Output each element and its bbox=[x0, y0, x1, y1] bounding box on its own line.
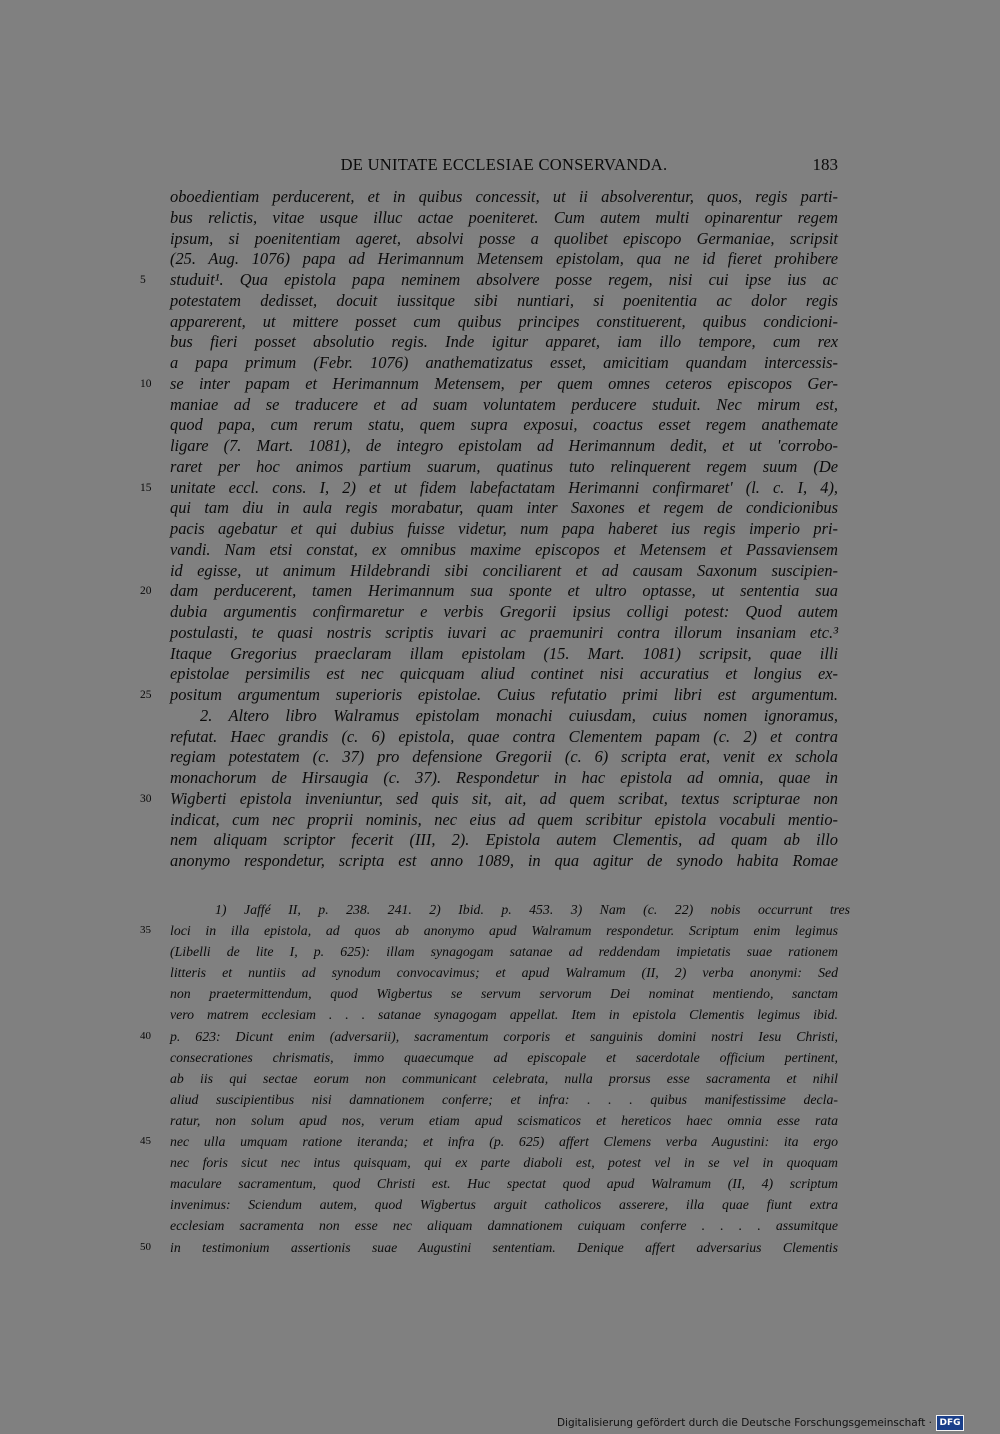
line-text: maniae ad se traducere et ad suam voluntatem perducere studuit. Nec mirum est, bbox=[170, 394, 838, 414]
footnote-line bbox=[170, 899, 851, 920]
text-line bbox=[170, 353, 838, 374]
footnote-line bbox=[170, 1004, 838, 1025]
line-text: p. 623: Dicunt enim (adversarii), sacramentum corporis et sanguinis domini nostri Iesu Christi, bbox=[170, 1028, 838, 1044]
text-line bbox=[170, 851, 838, 872]
footnote-line bbox=[170, 1215, 838, 1236]
text-line bbox=[170, 561, 838, 582]
text-line bbox=[170, 395, 838, 416]
line-text: consecrationes chrismatis, immo quaecumque ad episcopale et sacerdotale officium pertinent, bbox=[170, 1049, 838, 1065]
line-text: aliud suscipientibus nisi damnationem conferre; et infra: . . . quibus manifestissime decla- bbox=[170, 1091, 838, 1107]
footnote-line bbox=[170, 1089, 838, 1110]
page-number: 183 bbox=[812, 155, 838, 174]
line-text: oboedientiam perducerent, et in quibus concessit, ut ii absolverentur, quos, regis parti- bbox=[170, 187, 838, 206]
line-text: a papa primum (Febr. 1076) anathematizatus esset, amicitiam quandam intercessis- bbox=[170, 353, 838, 372]
text-line bbox=[140, 270, 838, 291]
line-text: apparerent, ut mittere posset cum quibus principes constituerent, quibus condicioni- bbox=[170, 311, 838, 331]
line-number: 25 bbox=[140, 689, 152, 701]
line-text: raret per hoc animos partium suarum, quatinus tuto relinquerent regem suum (De bbox=[170, 456, 838, 476]
line-text: ligare (7. Mart. 1081), de integro epistolam ad Herimannum dedit, et ut 'corrobo- bbox=[170, 436, 838, 455]
line-number: 20 bbox=[140, 585, 152, 598]
text-line bbox=[170, 498, 838, 519]
line-text: postulasti, te quasi nostris scriptis iuvari ac praemuniri contra illorum insaniam etc.³ bbox=[170, 622, 838, 642]
line-text: epistolae persimilis est nec quicquam aliud continet nisi accuratius et longius ex- bbox=[170, 664, 838, 684]
line-text: invenimus: Sciendum autem, quod Wigbertus arguit catholicos asserere, illa quae fiunt extra bbox=[170, 1197, 838, 1213]
line-text: loci in illa epistola, ad quos ab anonymo apud Walramum respondetur. Scriptum enim legimus bbox=[170, 923, 838, 939]
text-line bbox=[170, 519, 838, 540]
line-text: (25. Aug. 1076) papa ad Herimannum Metensem epistolam, qua ne id fieret prohibere bbox=[170, 249, 838, 269]
footnote-line bbox=[170, 1152, 838, 1173]
line-number: 35 bbox=[140, 924, 151, 937]
line-text: Itaque Gregorius praeclaram illam epistolam (15. Mart. 1081) scripsit, quae illi bbox=[170, 643, 838, 663]
text-line bbox=[140, 477, 838, 499]
line-number: 30 bbox=[140, 792, 152, 805]
line-text: monachorum de Hirsaugia (c. 37). Respondetur in hac epistola ad omnia, quae in bbox=[170, 768, 838, 787]
footnote-line bbox=[170, 1194, 838, 1215]
line-text: 1) Jaffé II, p. 238. 241. 2) Ibid. p. 453. 3) Nam (c. 22) nobis occurrunt tres bbox=[215, 902, 851, 917]
line-text: studuit¹. Qua epistola papa neminem absolvere posse regem, nisi cui ipse ius ac bbox=[170, 270, 838, 289]
line-text: id egisse, ut animum Hildebrandi sibi conciliarent et ad causam Saxonum suscipien- bbox=[170, 560, 838, 580]
line-text: nec ulla umquam ratione iteranda; et infra (p. 625) affert Clemens verba Augustini: ita ergo bbox=[170, 1134, 838, 1150]
text-line bbox=[170, 706, 838, 727]
text-line bbox=[170, 727, 838, 748]
line-text: Wigberti epistola inveniuntur, sed quis sit, ait, ad quem scribat, textus scripturae non bbox=[170, 788, 838, 808]
text-line bbox=[170, 249, 838, 270]
line-number: 10 bbox=[140, 377, 152, 390]
text-line bbox=[170, 540, 838, 561]
text-line bbox=[170, 187, 838, 208]
line-text: positum argumentum superioris epistolae. Cuius refutatio primi libri est argumentum. bbox=[170, 685, 838, 704]
text-line bbox=[170, 415, 838, 436]
body-text bbox=[140, 187, 838, 872]
funding-credit-bar bbox=[557, 1414, 964, 1432]
line-text: se inter papam et Herimannum Metensem, per quem omnes ceteros episcopos Ger- bbox=[170, 373, 838, 393]
text-line bbox=[170, 768, 838, 789]
footnote-line bbox=[170, 962, 838, 983]
line-text: qui tam diu in aula regis morabatur, quam inter Saxones et regem de condicionibus bbox=[170, 498, 838, 518]
line-text: pacis agebatur et qui dubius fuisse videtur, num papa haberet ius regis imperio pri- bbox=[170, 519, 838, 538]
line-text: maculare sacramentum, quod Christi est. Huc spectat quod apud Walramum (II, 4) scriptum bbox=[170, 1176, 838, 1192]
footnote-line bbox=[170, 941, 838, 962]
line-number: 50 bbox=[140, 1240, 151, 1253]
footnote-line bbox=[170, 1068, 838, 1089]
line-text: bus fieri posset absolutio regis. Inde igitur apparet, iam illo tempore, cum rex bbox=[170, 332, 838, 352]
line-text: ecclesiam sacramenta non esse nec aliquam damnationem cuiquam conferre . . . . assumitque bbox=[170, 1218, 838, 1234]
line-text: ratur, non solum apud nos, verum etiam apud scismaticos et hereticos haec omnia esse rata bbox=[170, 1112, 838, 1128]
line-text: nec foris sicut nec intus quisquam, qui ex parte diaboli est, potest vel in se vel in quoquam bbox=[170, 1155, 838, 1171]
text-line bbox=[170, 208, 838, 229]
text-line bbox=[170, 830, 838, 851]
text-line bbox=[170, 664, 838, 685]
line-text: anonymo respondetur, scripta est anno 1089, in qua agitur de synodo habita Romae bbox=[170, 851, 838, 870]
text-line bbox=[140, 788, 838, 810]
line-number: 5 bbox=[140, 274, 146, 286]
line-text: quod papa, cum rerum statu, quem supra exposui, coactus esset regem anathemate bbox=[170, 415, 838, 435]
text-line bbox=[170, 747, 838, 768]
text-line bbox=[170, 644, 838, 665]
page-header bbox=[170, 155, 838, 179]
footnote-line bbox=[140, 1237, 838, 1258]
text-line bbox=[170, 457, 838, 478]
text-line bbox=[170, 312, 838, 333]
text-line bbox=[170, 602, 838, 623]
footnote-line bbox=[170, 1047, 838, 1068]
line-text: nem aliquam scriptor fecerit (III, 2). Epistola autem Clementis, ad quam ab illo bbox=[170, 830, 838, 850]
line-number: 40 bbox=[140, 1029, 151, 1042]
line-text: bus relictis, vitae usque illuc actae poeniteret. Cum autem multi opinarentur regem bbox=[170, 207, 838, 227]
line-number: 15 bbox=[140, 481, 152, 494]
line-text: 2. Altero libro Walramus epistolam monachi cuiusdam, cuius nomen ignoramus, bbox=[200, 705, 838, 725]
line-text: dubia argumentis confirmaretur e verbis Gregorii ipsius colligi potest: Quod autem bbox=[170, 602, 838, 621]
text-line bbox=[170, 810, 838, 831]
line-text: potestatem dedisset, docuit iussitque sibi nuntiari, si poenitentia ac dolor regis bbox=[170, 290, 838, 310]
footnote-line bbox=[170, 1110, 838, 1131]
footnote-line bbox=[140, 920, 838, 941]
line-text: dam perducerent, tamen Herimannum sua sponte et ultro optasse, ut sententia sua bbox=[170, 581, 838, 601]
line-text: vandi. Nam etsi constat, ex omnibus maxime episcopos et Metensem et Passaviensem bbox=[170, 539, 838, 559]
line-text: (Libelli de lite I, p. 625): illam synagogam satanae ad reddendam impietatis suae rationem bbox=[170, 944, 838, 960]
text-line bbox=[170, 291, 838, 312]
text-line bbox=[140, 373, 838, 395]
funding-credit: Digitalisierung gefördert durch die Deutsche Forschungsgemeinschaft · bbox=[556, 1417, 932, 1429]
text-line bbox=[170, 436, 838, 457]
text-line bbox=[170, 332, 838, 353]
line-text: in testimonium assertionis suae Augustini sententiam. Denique affert adversarius Clementis bbox=[170, 1239, 838, 1255]
text-line bbox=[170, 623, 838, 644]
line-text: litteris et nuntiis ad synodum convocavimus; et apud Walramum (II, 2) verba anonymi: Sed bbox=[170, 965, 838, 981]
footnote-line bbox=[140, 1131, 838, 1152]
footnotes bbox=[140, 899, 851, 1258]
line-text: indicat, cum nec proprii nominis, nec eius ad quem scribitur epistola vocabuli mentio- bbox=[170, 809, 838, 829]
text-line bbox=[140, 581, 838, 602]
line-text: non praetermittendum, quod Wigbertus se servum servorum Dei nominat mentiendo, sanctam bbox=[170, 986, 838, 1002]
footnote-line bbox=[170, 1173, 838, 1194]
footnote-line bbox=[170, 983, 838, 1004]
line-text: unitate eccl. cons. I, 2) et ut fidem labefactatam Herimanni confirmaret' (l. c. I, 4), bbox=[170, 477, 838, 497]
line-text: refutat. Haec grandis (c. 6) epistola, quae contra Clementem papam (c. 2) et contra bbox=[170, 726, 838, 746]
line-number: 45 bbox=[140, 1135, 151, 1148]
line-text: ipsum, si poenitentiam ageret, absolvi posse a quolibet episcopo Germaniae, scripsit bbox=[170, 228, 838, 248]
text-line bbox=[170, 229, 838, 250]
running-title: DE UNITATE ECCLESIAE CONSERVANDA. bbox=[340, 155, 668, 174]
line-text: regiam potestatem (c. 37) pro defensione Gregorii (c. 6) scripta erat, venit ex schola bbox=[170, 747, 838, 767]
line-text: vero matrem ecclesiam . . . satanae synagogam appellat. Item in epistola Clementis legimus ibid. bbox=[170, 1007, 838, 1023]
text-line bbox=[140, 685, 838, 706]
footnote-line bbox=[140, 1026, 838, 1047]
line-text: ab iis qui sectae eorum non communicant celebrata, nulla prorsus esse sacramenta et nihil bbox=[170, 1070, 838, 1086]
dfg-logo-icon: DFG bbox=[936, 1415, 964, 1431]
